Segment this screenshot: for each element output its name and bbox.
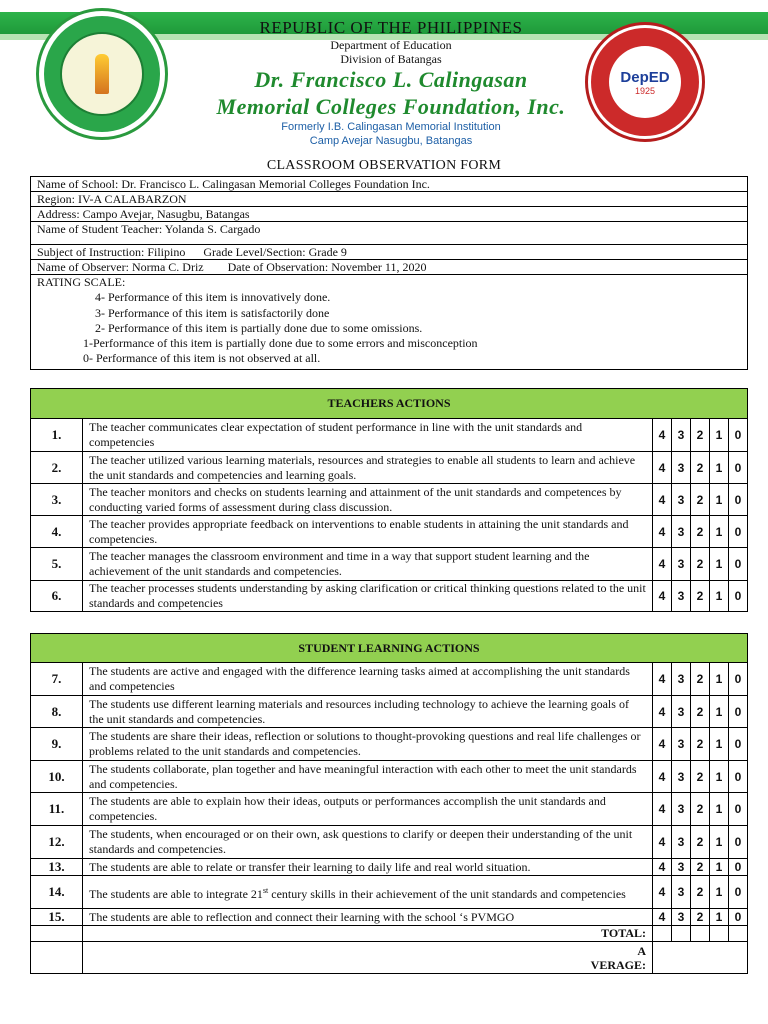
rating-option-1[interactable]: 1 xyxy=(710,793,729,826)
rating-option-4[interactable]: 4 xyxy=(653,663,672,696)
criteria-number: 15. xyxy=(31,909,83,926)
rating-option-0[interactable]: 0 xyxy=(729,516,748,548)
total-cell[interactable] xyxy=(710,926,729,942)
criteria-row xyxy=(31,876,748,909)
rating-option-1[interactable]: 1 xyxy=(710,876,729,909)
rating-option-2[interactable]: 2 xyxy=(691,696,710,728)
subject-text: Subject of Instruction: Filipino xyxy=(37,245,186,259)
rating-option-0[interactable]: 0 xyxy=(729,663,748,696)
total-cell[interactable] xyxy=(672,926,691,942)
criteria-description: The students are share their ideas, reflection or solutions to thought-provoking questions and real life challenges or problems related to the unit standards and competencies. xyxy=(83,728,653,761)
rating-option-2[interactable]: 2 xyxy=(691,728,710,761)
rating-option-4[interactable]: 4 xyxy=(653,419,672,452)
criteria-description: The students, when encouraged or on their own, ask questions to clarify or deepen their understanding of the unit standards and competencies. xyxy=(83,826,653,859)
rating-option-3[interactable]: 3 xyxy=(672,876,691,909)
criteria-description: The students use different learning materials and resources including technology to achieve the learning goals of the unit standards and competencies. xyxy=(83,696,653,728)
rating-option-1[interactable]: 1 xyxy=(710,516,729,548)
rating-option-1[interactable]: 1 xyxy=(710,548,729,581)
rating-option-0[interactable]: 0 xyxy=(729,793,748,826)
letterhead-text xyxy=(196,18,586,148)
school-name-row: Name of School: Dr. Francisco L. Calingasan Memorial Colleges Foundation Inc. xyxy=(31,177,747,192)
rating-option-4[interactable]: 4 xyxy=(653,859,672,876)
criteria-row xyxy=(31,793,748,826)
observer-date-row xyxy=(31,260,747,275)
rating-option-4[interactable]: 4 xyxy=(653,876,672,909)
rating-option-0[interactable]: 0 xyxy=(729,484,748,516)
rating-option-3[interactable]: 3 xyxy=(672,548,691,581)
criteria-description: The students are able to explain how their ideas, outputs or performances accomplish the unit standards and competencies. xyxy=(83,793,653,826)
rating-option-2[interactable]: 2 xyxy=(691,876,710,909)
criteria-number: 4. xyxy=(31,516,83,548)
rating-option-4[interactable]: 4 xyxy=(653,761,672,793)
college-name-line1: Dr. Francisco L. Calingasan xyxy=(254,67,528,92)
criteria-number: 6. xyxy=(31,581,83,612)
rating-option-1[interactable]: 1 xyxy=(710,696,729,728)
rating-option-0[interactable]: 0 xyxy=(729,419,748,452)
total-row xyxy=(31,926,748,942)
rating-option-3[interactable]: 3 xyxy=(672,696,691,728)
criteria-number: 8. xyxy=(31,696,83,728)
criteria-row xyxy=(31,663,748,696)
rating-option-0[interactable]: 0 xyxy=(729,452,748,484)
region-row: Region: IV-A CALABARZON xyxy=(31,192,747,207)
criteria-number: 3. xyxy=(31,484,83,516)
criteria-description: The teacher communicates clear expectation of student performance in line with the unit standards and competencies xyxy=(83,419,653,452)
teachers-actions-heading: TEACHERS ACTIONS xyxy=(31,389,748,419)
rating-2: 2- Performance of this item is partially done due to some omissions. xyxy=(95,320,423,335)
rating-option-0[interactable]: 0 xyxy=(729,876,748,909)
criteria-description: The students are able to relate or transfer their learning to daily life and real world situation. xyxy=(83,859,653,876)
criteria-row xyxy=(31,728,748,761)
criteria-row xyxy=(31,516,748,548)
rating-option-3[interactable]: 3 xyxy=(672,826,691,859)
college-name-line2: Memorial Colleges Foundation, Inc. xyxy=(216,94,566,119)
deped-logo-text: DepED xyxy=(620,68,670,86)
total-label: TOTAL: xyxy=(83,926,653,942)
rating-option-2[interactable]: 2 xyxy=(691,859,710,876)
rating-option-1[interactable]: 1 xyxy=(710,761,729,793)
rating-option-2[interactable]: 2 xyxy=(691,548,710,581)
torch-icon xyxy=(95,54,109,94)
address-row: Address: Campo Avejar, Nasugbu, Batangas xyxy=(31,207,747,222)
seal-year: 1925 xyxy=(634,85,656,96)
rating-option-3[interactable]: 3 xyxy=(672,452,691,484)
rating-option-4[interactable]: 4 xyxy=(653,909,672,926)
criteria-description: The teacher utilized various learning materials, resources and strategies to enable all students to learn and achieve the unit standards and competencies and learning goals. xyxy=(83,452,653,484)
rating-option-1[interactable]: 1 xyxy=(710,909,729,926)
rating-option-1[interactable]: 1 xyxy=(710,484,729,516)
college-seal-logo xyxy=(36,8,168,140)
rating-4: 4- Performance of this item is innovatively done. xyxy=(95,290,331,305)
criteria-number: 9. xyxy=(31,728,83,761)
criteria-description: The students are able to reflection and connect their learning with the school ‘s PVMGO xyxy=(83,909,653,926)
criteria-row xyxy=(31,581,748,612)
criteria-row xyxy=(31,909,748,926)
student-teacher-row: Name of Student Teacher: Yolanda S. Cargado xyxy=(31,222,747,245)
rating-option-2[interactable]: 2 xyxy=(691,484,710,516)
rating-option-3[interactable]: 3 xyxy=(672,859,691,876)
rating-option-1[interactable]: 1 xyxy=(710,859,729,876)
criteria-number: 11. xyxy=(31,793,83,826)
rating-option-1[interactable]: 1 xyxy=(710,663,729,696)
formerly-name: Formerly I.B. Calingasan Memorial Institution xyxy=(281,121,501,133)
teachers-actions-table xyxy=(30,388,748,612)
rating-option-4[interactable]: 4 xyxy=(653,793,672,826)
rating-option-4[interactable]: 4 xyxy=(653,548,672,581)
rating-option-3[interactable]: 3 xyxy=(672,419,691,452)
criteria-description: The students collaborate, plan together and have meaningful interaction with each other to meet the unit standards and competencies. xyxy=(83,761,653,793)
average-label xyxy=(83,942,653,974)
rating-option-4[interactable]: 4 xyxy=(653,826,672,859)
total-cell[interactable] xyxy=(691,926,710,942)
rating-option-0[interactable]: 0 xyxy=(729,909,748,926)
division-heading: Division of Batangas xyxy=(340,52,442,66)
rating-option-4[interactable]: 4 xyxy=(653,728,672,761)
criteria-number: 7. xyxy=(31,663,83,696)
criteria-number: 13. xyxy=(31,859,83,876)
rating-scale xyxy=(31,275,747,369)
rating-option-3[interactable]: 3 xyxy=(672,581,691,612)
rating-option-2[interactable]: 2 xyxy=(691,909,710,926)
rating-option-3[interactable]: 3 xyxy=(672,793,691,826)
rating-option-0[interactable]: 0 xyxy=(729,548,748,581)
average-label-line2: VERAGE: xyxy=(590,957,646,972)
rating-scale-title: RATING SCALE: xyxy=(37,275,126,289)
rating-option-3[interactable]: 3 xyxy=(672,663,691,696)
rating-option-3[interactable]: 3 xyxy=(672,909,691,926)
student-learning-actions-table xyxy=(30,633,748,974)
criteria-number: 10. xyxy=(31,761,83,793)
average-value-cell[interactable] xyxy=(653,942,748,974)
criteria-description: The students are active and engaged with the difference learning tasks aimed at accomplishing the unit standards and competencies xyxy=(83,663,653,696)
republic-heading: REPUBLIC OF THE PHILIPPINES xyxy=(259,18,523,37)
rating-option-0[interactable]: 0 xyxy=(729,859,748,876)
criteria-number: 5. xyxy=(31,548,83,581)
campus-address: Camp Avejar Nasugbu, Batangas xyxy=(309,135,473,147)
criteria-row xyxy=(31,761,748,793)
rating-option-1[interactable]: 1 xyxy=(710,826,729,859)
criteria-row xyxy=(31,484,748,516)
rating-1: 1-Performance of this item is partially done due to some errors and misconception xyxy=(83,336,478,351)
rating-option-1[interactable]: 1 xyxy=(710,728,729,761)
rating-option-2[interactable]: 2 xyxy=(691,663,710,696)
rating-option-4[interactable]: 4 xyxy=(653,696,672,728)
rating-3: 3- Performance of this item is satisfactorily done xyxy=(95,305,330,320)
rating-option-2[interactable]: 2 xyxy=(691,761,710,793)
rating-option-1[interactable]: 1 xyxy=(710,581,729,612)
criteria-row xyxy=(31,452,748,484)
deped-batangas-seal-logo xyxy=(585,22,705,142)
criteria-description: The students are able to integrate 21st century skills in their achievement of the unit standards and competencies xyxy=(83,876,653,909)
student-learning-actions-heading: STUDENT LEARNING ACTIONS xyxy=(31,634,748,663)
rating-option-0[interactable]: 0 xyxy=(729,696,748,728)
rating-option-2[interactable]: 2 xyxy=(691,793,710,826)
rating-option-3[interactable]: 3 xyxy=(672,761,691,793)
form-title: CLASSROOM OBSERVATION FORM xyxy=(266,158,502,173)
criteria-description: The teacher provides appropriate feedback on interventions to enable students in attaining the unit standards and competencies. xyxy=(83,516,653,548)
rating-option-1[interactable]: 1 xyxy=(710,419,729,452)
criteria-number: 2. xyxy=(31,452,83,484)
total-cell[interactable] xyxy=(729,926,748,942)
rating-option-2[interactable]: 2 xyxy=(691,452,710,484)
observation-info-box xyxy=(30,176,748,370)
rating-option-2[interactable]: 2 xyxy=(691,419,710,452)
criteria-row xyxy=(31,419,748,452)
criteria-row xyxy=(31,696,748,728)
average-label-line1: A xyxy=(637,943,646,958)
rating-option-4[interactable]: 4 xyxy=(653,581,672,612)
rating-option-0[interactable]: 0 xyxy=(729,826,748,859)
letterhead xyxy=(0,0,768,150)
criteria-row xyxy=(31,859,748,876)
rating-option-4[interactable]: 4 xyxy=(653,452,672,484)
subject-grade-row xyxy=(31,245,747,260)
rating-option-2[interactable]: 2 xyxy=(691,581,710,612)
rating-0: 0- Performance of this item is not observed at all. xyxy=(83,351,321,366)
criteria-row xyxy=(31,826,748,859)
criteria-number: 12. xyxy=(31,826,83,859)
criteria-number: 14. xyxy=(31,876,83,909)
criteria-description: The teacher processes students understanding by asking clarification or critical thinking questions related to the unit standards and competencies xyxy=(83,581,653,612)
average-number-cell xyxy=(31,942,83,974)
criteria-number: 1. xyxy=(31,419,83,452)
total-number-cell xyxy=(31,926,83,942)
criteria-row xyxy=(31,548,748,581)
total-cell[interactable] xyxy=(653,926,672,942)
rating-option-3[interactable]: 3 xyxy=(672,516,691,548)
grade-text: Grade Level/Section: Grade 9 xyxy=(203,245,347,259)
criteria-description: The teacher monitors and checks on students learning and attainment of the unit standards and competences by conducting varied forms of assessment during class discussion. xyxy=(83,484,653,516)
date-text: Date of Observation: November 11, 2020 xyxy=(227,260,427,274)
rating-option-0[interactable]: 0 xyxy=(729,728,748,761)
rating-option-4[interactable]: 4 xyxy=(653,484,672,516)
observer-text: Name of Observer: Norma C. Driz xyxy=(37,260,204,274)
rating-option-3[interactable]: 3 xyxy=(672,484,691,516)
criteria-description: The teacher manages the classroom environment and time in a way that support student learning and the achievement of the unit standards and competencies. xyxy=(83,548,653,581)
rating-option-0[interactable]: 0 xyxy=(729,761,748,793)
rating-option-4[interactable]: 4 xyxy=(653,516,672,548)
average-row xyxy=(31,942,748,974)
rating-option-3[interactable]: 3 xyxy=(672,728,691,761)
rating-option-0[interactable]: 0 xyxy=(729,581,748,612)
rating-option-1[interactable]: 1 xyxy=(710,452,729,484)
rating-option-2[interactable]: 2 xyxy=(691,826,710,859)
rating-option-2[interactable]: 2 xyxy=(691,516,710,548)
department-heading: Department of Education xyxy=(330,38,452,52)
